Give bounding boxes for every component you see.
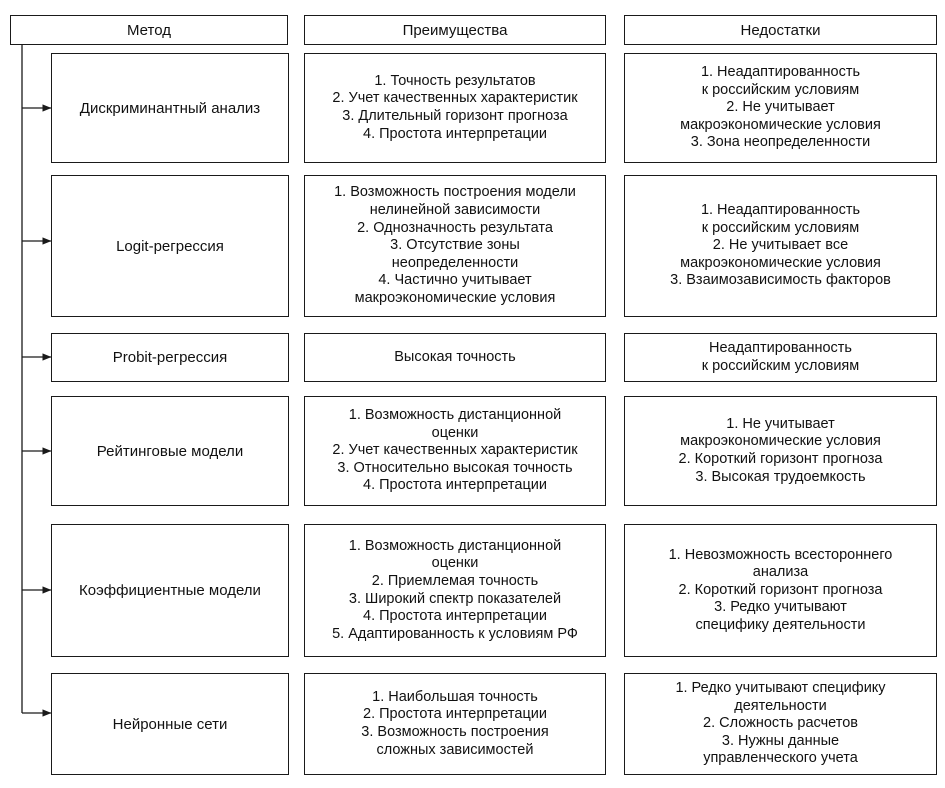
advantage-line: 1. Возможность дистанционной (348, 537, 562, 554)
advantage-line: 2. Учет качественных характеристик (332, 90, 578, 107)
disadvantage-line: специфику деятельности (695, 616, 866, 633)
method-label: Коэффициентные модели (79, 582, 261, 599)
disadvantage-line: макроэкономические условия (680, 433, 881, 450)
method-label: Logit-регрессия (116, 237, 224, 255)
advantage-line: 3. Широкий спектр показателей (348, 590, 562, 607)
disadvantage-line: к российским условиям (701, 219, 860, 236)
advantage-line: 1. Возможность построения модели (334, 184, 576, 201)
advantages-probit-regression (304, 333, 606, 382)
advantage-line: сложных зависимостей (376, 741, 534, 758)
method-neural-networks (51, 673, 289, 775)
advantage-line: 3. Относительно высокая точность (337, 459, 573, 476)
advantages-discriminant-analysis (304, 53, 606, 163)
header-disadvantages (624, 15, 937, 45)
advantage-line: 1. Наибольшая точность (372, 688, 538, 705)
advantage-line: 3. Возможность построения (361, 724, 549, 740)
disadvantages-rating-models (624, 396, 937, 506)
method-probit-regression (51, 333, 289, 382)
disadvantage-line: 3. Взаимозависимость факторов (670, 272, 891, 289)
advantages-logit-regression (304, 175, 606, 317)
disadvantage-line: 3. Высокая трудоемкость (695, 468, 866, 485)
method-rating-models (51, 396, 289, 506)
advantage-line: 2. Однозначность результата (357, 219, 553, 236)
advantage-line: 4. Простота интерпретации (363, 125, 547, 142)
disadvantage-line: макроэкономические условия (680, 116, 881, 133)
disadvantage-line: 1. Невозможность всестороннего (668, 546, 893, 563)
advantage-line: 4. Простота интерпретации (363, 608, 547, 625)
advantage-line: 5. Адаптированность к условиям РФ (332, 625, 578, 642)
advantage-line: оценки (431, 555, 479, 572)
header-disadvantages-label: Недостатки (740, 21, 821, 39)
advantage-line: Высокая точность (394, 348, 516, 365)
advantages-coefficient-models (304, 524, 606, 657)
advantage-line: 1. Возможность дистанционной (348, 407, 562, 424)
disadvantages-discriminant-analysis (624, 53, 937, 163)
method-label: Дискриминантный анализ (79, 99, 261, 117)
disadvantage-line: 1. Редко учитывают специфику (675, 680, 886, 697)
disadvantage-line: к российским условиям (701, 81, 860, 98)
disadvantage-line: 1. Неадаптированность (700, 202, 861, 219)
disadvantage-line: Неадаптированность (709, 339, 852, 356)
method-label: Нейронные сети (112, 715, 228, 733)
method-label: Рейтинговые модели (96, 442, 244, 460)
disadvantages-probit-regression (624, 333, 937, 382)
disadvantage-line: анализа (752, 564, 809, 581)
advantage-line: 4. Простота интерпретации (363, 477, 547, 494)
disadvantage-line: 2. Не учитывает (726, 99, 835, 116)
method-label: Probit-регрессия (112, 349, 228, 366)
header-advantages (304, 15, 606, 45)
disadvantage-line: 2. Короткий горизонт прогноза (678, 581, 883, 598)
method-logit-regression (51, 175, 289, 317)
disadvantage-line: 3. Зона неопределенности (690, 134, 871, 151)
disadvantages-neural-networks (624, 673, 937, 775)
advantage-line: нелинейной зависимости (369, 202, 541, 219)
advantage-line: макроэкономические условия (354, 289, 556, 306)
disadvantage-line: 2. Не учитывает все (712, 237, 849, 254)
advantage-line: 2. Учет качественных характеристик (332, 442, 578, 459)
advantage-line: 3. Отсутствие зоны (390, 237, 520, 254)
disadvantage-line: 1. Не учитывает (726, 415, 835, 432)
advantage-line: неопределенности (391, 254, 519, 271)
advantages-rating-models (304, 396, 606, 506)
disadvantage-line: 1. Неадаптированность (700, 64, 861, 81)
header-method (10, 15, 288, 45)
disadvantage-line: макроэкономические условия (680, 254, 881, 271)
method-discriminant-analysis (51, 53, 289, 163)
disadvantage-line: деятельности (734, 697, 827, 714)
disadvantage-line: 3. Нужны данные (721, 732, 840, 749)
disadvantage-line: 2. Сложность расчетов (703, 715, 858, 732)
header-method-label: Метод (127, 21, 171, 39)
disadvantages-logit-regression (624, 175, 937, 317)
disadvantages-coefficient-models (624, 524, 937, 657)
advantages-neural-networks (304, 673, 606, 775)
advantage-line: 2. Приемлемая точность (371, 572, 539, 589)
header-advantages-label: Преимущества (402, 21, 508, 39)
disadvantage-line: управленческого учета (703, 750, 858, 767)
method-coefficient-models (51, 524, 289, 657)
advantage-line: оценки (431, 424, 479, 441)
disadvantage-line: 2. Короткий горизонт прогноза (678, 451, 883, 467)
advantage-line: 3. Длительный горизонт прогноза (342, 108, 568, 124)
advantage-line: 4. Частично учитывает (378, 272, 532, 289)
disadvantage-line: 3. Редко учитывают (714, 599, 847, 616)
disadvantage-line: к российским условиям (701, 357, 860, 374)
advantage-line: 2. Простота интерпретации (363, 706, 547, 723)
advantage-line: 1. Точность результатов (374, 72, 536, 89)
